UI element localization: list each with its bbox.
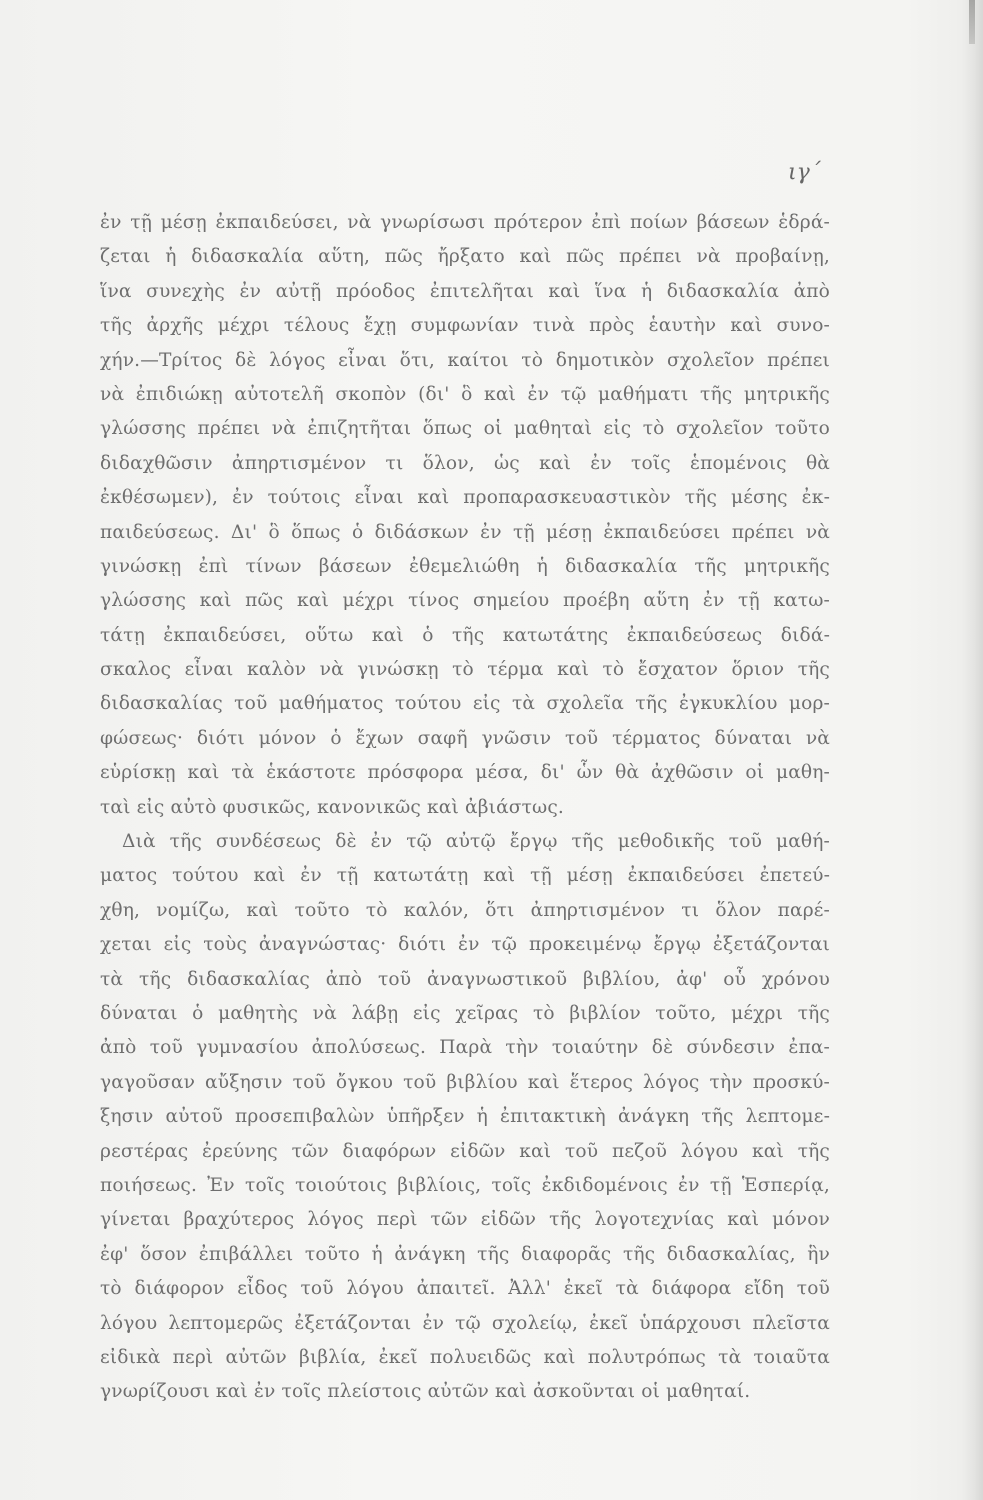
paragraph-first-line: Διὰ τῆς συνδέσεως δὲ ἐν τῷ αὐτῷ ἔργῳ τῆς μεθοδικῆς τοῦ μαθή-	[122, 831, 830, 853]
text-line: λόγου λεπτομερῶς ἐξετάζονται ἐν τῷ σχολείῳ, ἐκεῖ ὑπάρχουσι πλεῖστα	[100, 1312, 830, 1334]
text-line: ποιήσεως. Ἐν τοῖς τοιούτοις βιβλίοις, τοῖς ἐκδιδομένοις ἐν τῇ Ἑσπερίᾳ,	[100, 1174, 830, 1196]
page-edge-shadow	[961, 0, 983, 1500]
page-number: ιγ´	[788, 160, 821, 185]
text-line: διδαχθῶσιν ἀπηρτισμένον τι ὅλον, ὡς καὶ ἐν τοῖς ἑπομένοις θὰ	[100, 452, 830, 474]
body-text	[100, 206, 830, 1410]
text-line: ἐφ' ὅσον ἐπιβάλλει τοῦτο ἡ ἀνάγκη τῆς διαφορᾶς τῆς διδασκαλίας, ἣν	[100, 1243, 830, 1265]
text-line: νὰ ἐπιδιώκῃ αὐτοτελῆ σκοπὸν (δι' ὃ καὶ ἐν τῷ μαθήματι τῆς μητρικῆς	[100, 383, 830, 405]
paragraph-last-line: ταὶ εἰς αὐτὸ φυσικῶς, κανονικῶς καὶ ἀβιάστως.	[100, 796, 564, 818]
text-line: τῆς ἀρχῆς μέχρι τέλους ἔχῃ συμφωνίαν τινὰ πρὸς ἑαυτὴν καὶ συνο-	[100, 315, 830, 337]
text-line: γαγοῦσαν αὔξησιν τοῦ ὄγκου τοῦ βιβλίου καὶ ἕτερος λόγος τὴν προσκύ-	[100, 1071, 830, 1093]
text-line: ἵνα συνεχὴς ἐν αὐτῇ πρόοδος ἐπιτελῆται καὶ ἵνα ἡ διδασκαλία ἀπὸ	[100, 280, 830, 302]
text-line: χεται εἰς τοὺς ἀναγνώστας· διότι ἐν τῷ προκειμένῳ ἔργῳ ἐξετάζονται	[100, 934, 830, 956]
text-line: ἐκθέσωμεν), ἐν τούτοις εἶναι καὶ προπαρασκευαστικὸν τῆς μέσης ἐκ-	[100, 487, 830, 509]
text-line: παιδεύσεως. Δι' ὃ ὅπως ὁ διδάσκων ἐν τῇ μέσῃ ἐκπαιδεύσει πρέπει νὰ	[100, 521, 830, 543]
text-line: ἐν τῇ μέσῃ ἐκπαιδεύσει, νὰ γνωρίσωσι πρότερον ἐπὶ ποίων βάσεων ἑδρά-	[100, 212, 830, 233]
text-line: γίνεται βραχύτερος λόγος περὶ τῶν εἰδῶν τῆς λογοτεχνίας καὶ μόνον	[100, 1209, 830, 1231]
page-edge-mark	[969, 0, 975, 44]
paragraph-last-line: γνωρίζουσι καὶ ἐν τοῖς πλείστοις αὐτῶν καὶ ἀσκοῦνται οἱ μαθηταί.	[100, 1381, 751, 1403]
text-line: ἀπὸ τοῦ γυμνασίου ἀπολύσεως. Παρὰ τὴν τοιαύτην δὲ σύνδεσιν ἐπα-	[100, 1037, 830, 1059]
text-line: τὰ τῆς διδασκαλίας ἀπὸ τοῦ ἀναγνωστικοῦ βιβλίου, ἀφ' οὗ χρόνου	[100, 968, 830, 990]
text-line: χθη, νομίζω, καὶ τοῦτο τὸ καλόν, ὅτι ἀπηρτισμένον τι ὅλον παρέ-	[100, 899, 830, 921]
text-line: σκαλος εἶναι καλὸν νὰ γινώσκῃ τὸ τέρμα καὶ τὸ ἔσχατον ὅριον τῆς	[100, 659, 830, 681]
text-line: γλώσσης πρέπει νὰ ἐπιζητῆται ὅπως οἱ μαθηταὶ εἰς τὸ σχολεῖον τοῦτο	[100, 418, 830, 440]
text-line: δύναται ὁ μαθητὴς νὰ λάβῃ εἰς χεῖρας τὸ βιβλίον τοῦτο, μέχρι τῆς	[100, 1002, 830, 1024]
text-line: ματος τούτου καὶ ἐν τῇ κατωτάτῃ καὶ τῇ μέσῃ ἐκπαιδεύσει ἐπετεύ-	[100, 865, 830, 887]
text-line: φώσεως· διότι μόνον ὁ ἔχων σαφῆ γνῶσιν τοῦ τέρματος δύναται νὰ	[100, 727, 830, 749]
text-line: γλώσσης καὶ πῶς καὶ μέχρι τίνος σημείου προέβη αὕτη ἐν τῇ κατω-	[100, 590, 830, 612]
text-line: ζεται ἡ διδασκαλία αὕτη, πῶς ἤρξατο καὶ πῶς πρέπει νὰ προβαίνῃ,	[100, 246, 830, 268]
text-line: εἰδικὰ περὶ αὐτῶν βιβλία, ἐκεῖ πολυειδῶς καὶ πολυτρόπως τὰ τοιαῦτα	[100, 1346, 830, 1368]
text-line: χήν.—Τρίτος δὲ λόγος εἶναι ὅτι, καίτοι τὸ δημοτικὸν σχολεῖον πρέπει	[100, 349, 830, 371]
text-line: ξησιν αὐτοῦ προσεπιβαλὼν ὑπῆρξεν ἡ ἐπιτακτικὴ ἀνάγκη τῆς λεπτομε-	[100, 1106, 830, 1128]
text-line: γινώσκῃ ἐπὶ τίνων βάσεων ἐθεμελιώθη ἡ διδασκαλία τῆς μητρικῆς	[100, 555, 830, 577]
text-line: τὸ διάφορον εἶδος τοῦ λόγου ἀπαιτεῖ. Ἀλλ' ἐκεῖ τὰ διάφορα εἴδη τοῦ	[100, 1278, 830, 1300]
text-line: ρεστέρας ἐρεύνης τῶν διαφόρων εἰδῶν καὶ τοῦ πεζοῦ λόγου καὶ τῆς	[100, 1140, 830, 1162]
text-line: εὑρίσκῃ καὶ τὰ ἑκάστοτε πρόσφορα μέσα, δι' ὧν θὰ ἀχθῶσιν οἱ μαθη-	[100, 762, 830, 784]
text-line: διδασκαλίας τοῦ μαθήματος τούτου εἰς τὰ σχολεῖα τῆς ἐγκυκλίου μορ-	[100, 693, 830, 715]
text-line: τάτῃ ἐκπαιδεύσει, οὕτω καὶ ὁ τῆς κατωτάτης ἐκπαιδεύσεως διδά-	[100, 624, 830, 646]
